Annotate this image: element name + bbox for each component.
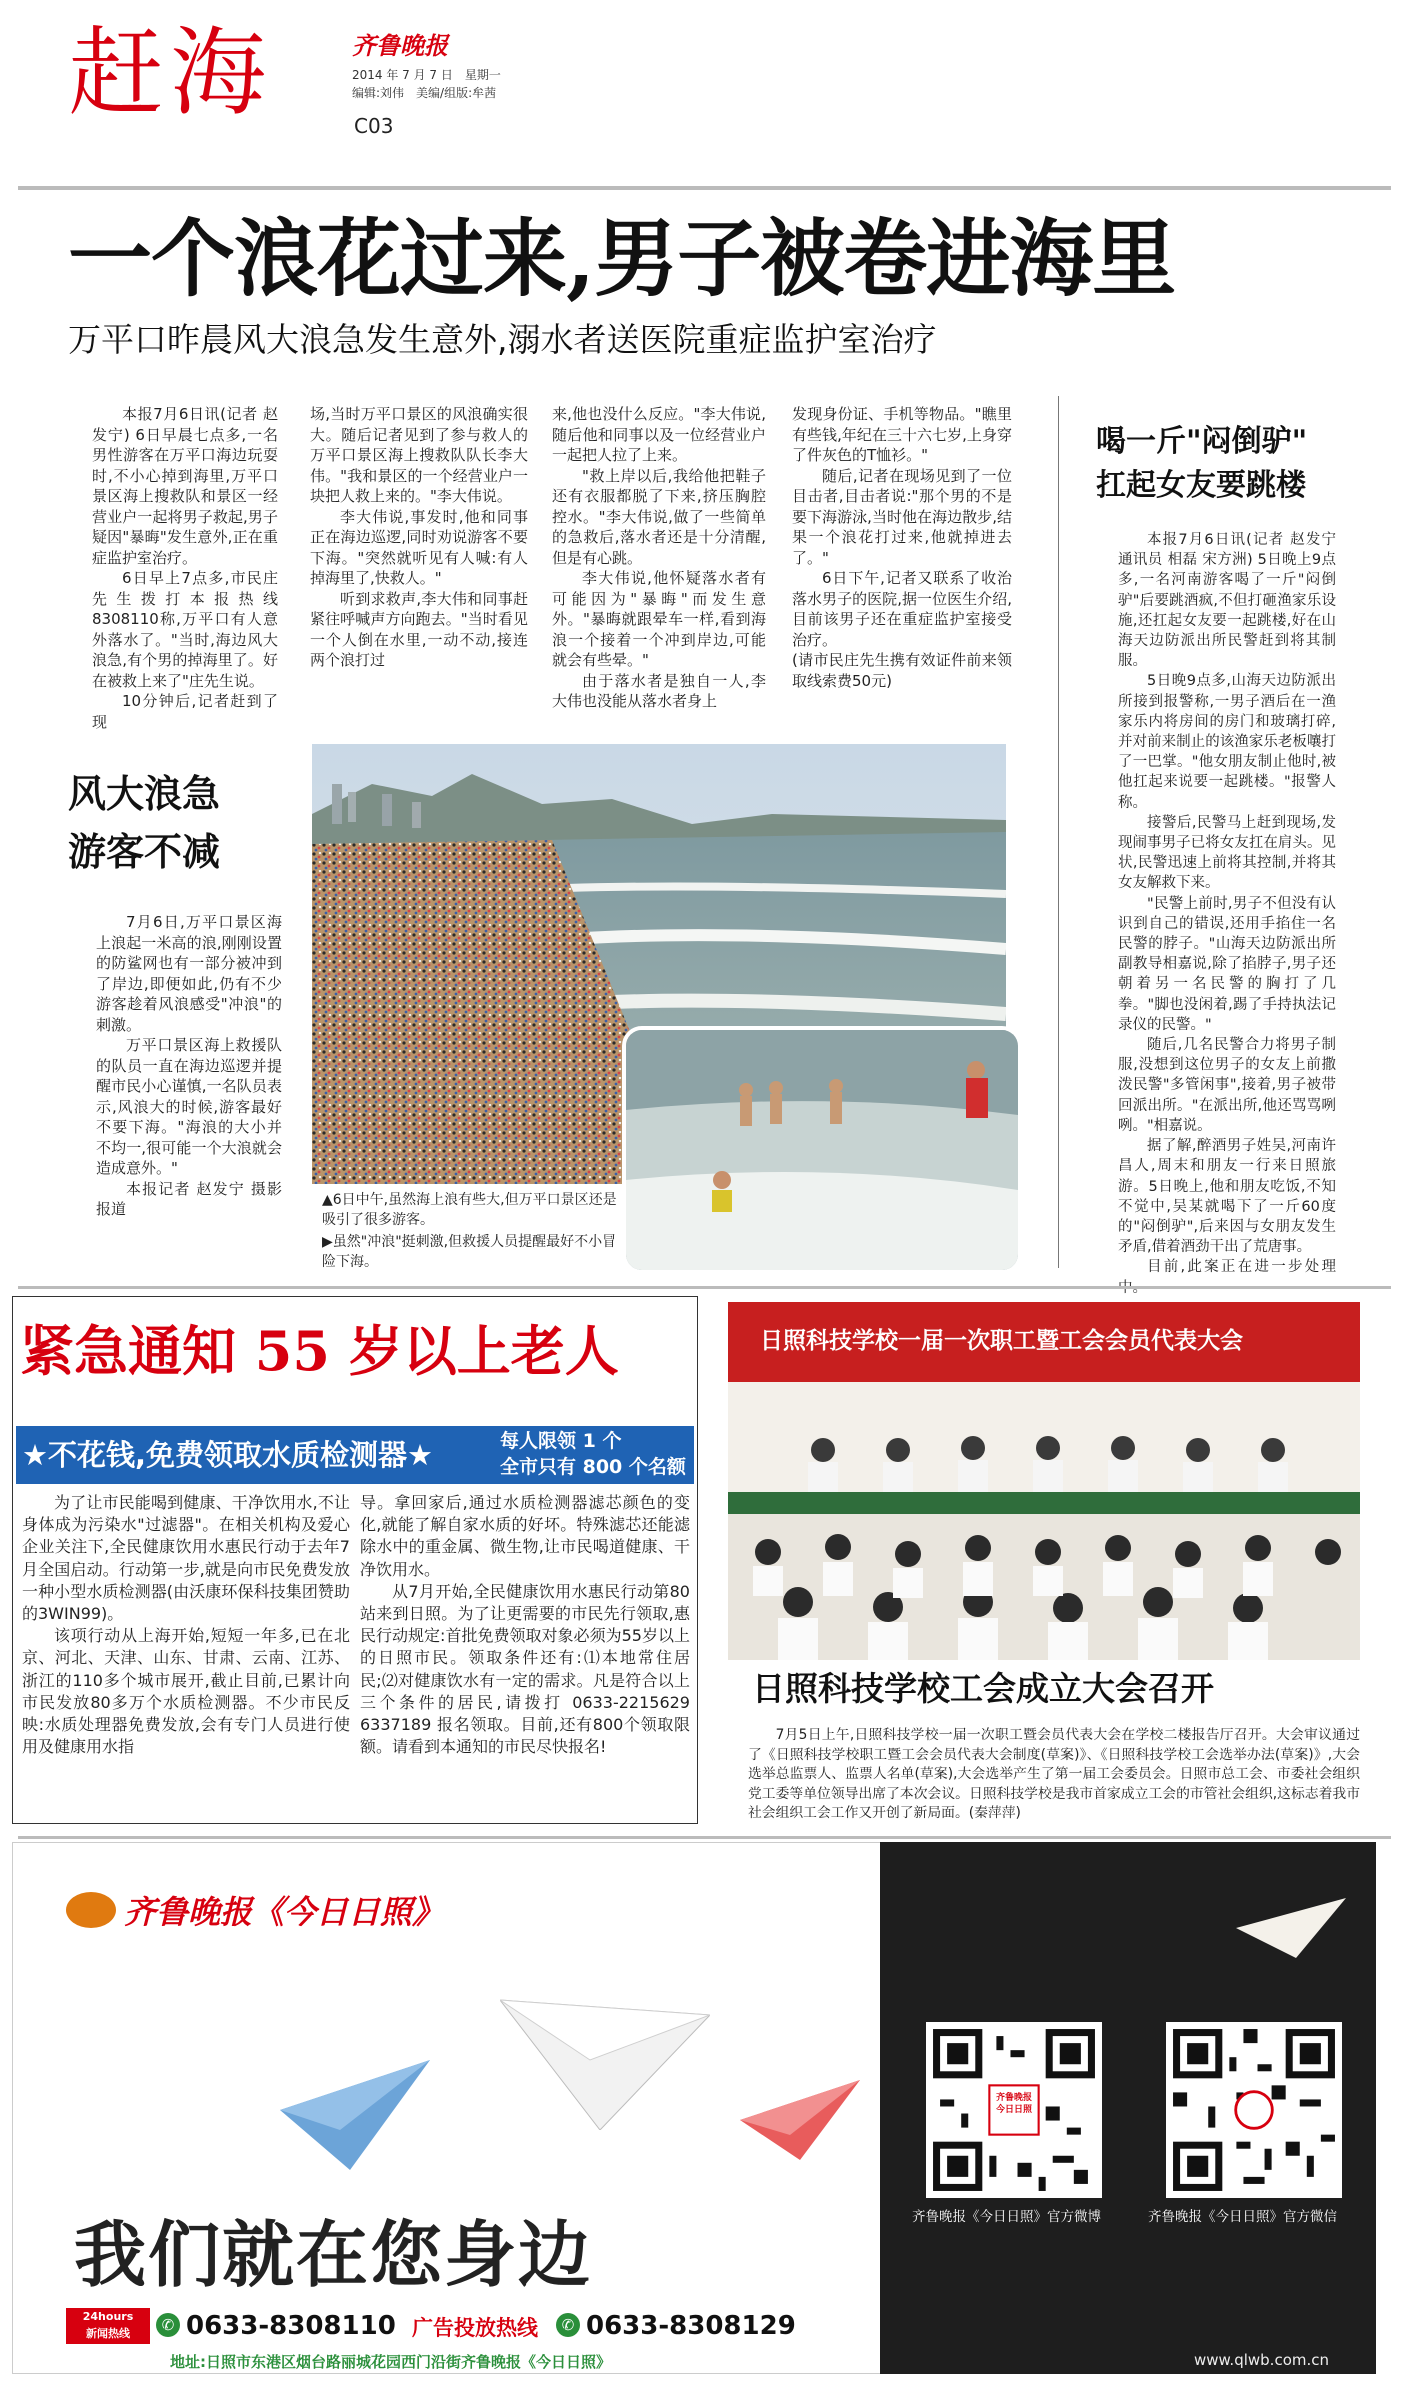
sidebar-divider	[1058, 396, 1059, 1268]
paper-plane-icon	[500, 1980, 710, 2130]
promo-logo-text: 齐鲁晚报《今日日照》	[124, 1893, 445, 1931]
water-ad-col1	[22, 1492, 350, 1758]
water-ad-title: 紧急通知 55 岁以上老人	[20, 1319, 619, 1383]
lead-col3-p1: 来,他也没什么反应。"李大伟说,随后他和同事以及一位经营业户一起把人拉了上来。	[552, 405, 766, 464]
lead-col2-p3: 听到求救声,李大伟和同事赶紧往呼喊声方向跑去。"当时看见一个人倒在水里,一动不动,接连两个浪打过	[310, 589, 528, 669]
qr-code-wechat[interactable]	[1166, 2022, 1342, 2198]
lead-col1-p3: 10分钟后,记者赶到了现	[92, 692, 278, 731]
section-rule-3	[18, 1836, 1391, 1839]
sidebar-p7: 目前,此案正在进一步处理	[1147, 1259, 1336, 1276]
date-line: 2014 年 7 月 7 日 星期一	[352, 68, 501, 82]
lead-col3-p2: "救上岸以后,我给他把鞋子还有衣服都脱了下来,挤压胸腔控水。"李大伟说,做了一些简单的急救后,落水者还是十分清醒,但是有心跳。	[552, 466, 766, 567]
lead-headline: 一个浪花过来,男子被卷进海里	[68, 209, 1176, 308]
sidebar-p6: 据了解,醉酒男子姓吴,河南许昌人,周末和朋友一行来日照旅游。5日晚上,他和朋友吃饭,不知不觉中,吴某就喝下了一斤60度的"闷倒驴",后来因与女朋友发生矛盾,借着酒劲干出了荒唐事。	[1118, 1138, 1336, 1256]
sub-body	[96, 912, 282, 1220]
sub-title-1: 风大浪急	[68, 771, 221, 816]
hotline-badge-bottom: 新闻热线	[86, 2327, 130, 2340]
page-number: C03	[354, 114, 394, 138]
sub-p2: 万平口景区海上救援队的队员一直在海边巡逻并提醒市民小心谨慎,一名队员表示,风浪大的时候,游客最好不要下海。"海浪的大小并不均一,很可能一个大浪就会造成意外。"	[96, 1036, 282, 1177]
sidebar-p3: 接警后,民警马上赶到现场,发现闹事男子已将女友扛在肩头。见状,民警迅速上前将其控制,并将其女友解救下来。	[1118, 814, 1336, 892]
news-hotline[interactable]: 0633-8308110	[186, 2311, 396, 2341]
sidebar-p4: "民警上前时,男子不但没有认识到自己的错误,还用手掐住一名民警的脖子。"山海天边防派出所副教导相嘉说,除了掐脖子,男子还朝着另一名民警的胸打了几拳。"脚也没闲着,踢了手持执法记录仪的民警。"	[1118, 895, 1336, 1033]
paper-logo: 齐鲁晚报	[352, 31, 448, 60]
main-caption: ▲6日中午,虽然海上浪有些大,但万平口景区还是吸引了很多游客。	[322, 1192, 617, 1228]
qr-code-weibo[interactable]	[926, 2022, 1102, 2198]
water-ad-col2-p2: 从7月开始,全民健康饮用水惠民行动第80站来到日照。为了让更需要的市民先行领取,惠民行动规定:首批免费领取对象必须为55岁以上的日照市民。领取条件还有:⑴本地常住居民;⑵对健康饮水有一定的需求。凡是符合以上三个条件的居民,请拨打 0633-2215629 6337189 报名领取。目前,还有800个领取限额。请看到本通知的市民尽快报名!	[360, 1581, 690, 1757]
promo-slogan: 我们就在您身边	[74, 2212, 593, 2297]
water-ad-col2	[360, 1492, 690, 1758]
section-rule-2	[18, 1286, 1391, 1289]
water-ad-col1-p1: 为了让市民能喝到健康、干净饮用水,不让身体成为污染水"过滤器"。在相关机构及爱心企业关注下,全民健康饮用水惠民行动于去年7月全国启动。行动第一步,就是向市民免费发放一种小型水质检测器(由沃康环保科技集团赞助的3WIN99)。	[22, 1493, 350, 1624]
promo-logo-icon	[66, 1892, 116, 1928]
sub-byline: 本报记者 赵发宁 摄影报道	[96, 1179, 282, 1218]
lead-col3-p4: 由于落水者是独自一人,李大伟也没能从落水者身上	[552, 671, 766, 710]
qr-label-wechat: 齐鲁晚报《今日日照》官方微信	[1148, 2209, 1337, 2225]
lead-col4-p3: 6日下午,记者又联系了收治落水男子的医院,据一位医生介绍,目前该男子还在重症监护室接受治疗。	[792, 569, 1012, 649]
lead-subheadline: 万平口昨晨风大浪急发生意外,溺水者送医院重症监护室治疗	[68, 320, 937, 359]
masthead-rule	[18, 186, 1391, 190]
ad-hotline-label: 广告投放热线	[412, 2316, 538, 2340]
water-ad-banner-text: ★不花钱,免费领取水质检测器★	[22, 1438, 434, 1472]
lead-column-2	[310, 404, 528, 671]
lead-col4-p1: 发现身份证、手机等物品。"瞧里有些钱,年纪在三十六七岁,上身穿了件灰色的T恤衫。"	[792, 405, 1012, 464]
lead-col4-p2: 随后,记者在现场见到了一位目击者,目击者说:"那个男的不是要下海游泳,当时他在海边散步,结果一个浪花打过来,他就掉进去了。"	[792, 466, 1012, 567]
sidebar-p1: 本报7月6日讯(记者 赵发宁 通讯员 相磊 宋方洲) 5日晚上9点多,一名河南游客喝了一斤"闷倒驴"后要跳酒疯,不但打砸渔家乐设施,还扛起女友要一起跳楼,好在山海天边防派出所民警赶到将其制服。	[1118, 532, 1336, 670]
school-headline: 日照科技学校工会成立大会召开	[752, 1669, 1214, 1708]
lead-column-3	[552, 404, 766, 712]
lead-col1-p2: 6日早上7点多,市民庄先生拨打本报热线8308110称,万平口有人意外落水了。"当时,海边风大浪急,有个男的掉海里了。好在被救上来了"庄先生说。	[92, 569, 278, 690]
school-body-text: 7月5日上午,日照科技学校一届一次职工暨会员代表大会在学校二楼报告厅召开。大会审议通过了《日照科技学校职工暨工会会员代表大会制度(草案)》、《日照科技学校工会选举办法(草案)》,大会选举总监票人、监票人名单(草案),大会选举产生了第一届工会委员会。日照市总工会、市委社会组织党工委等单位领导出席了本次会议。日照科技学校是我市首家成立工会的市管社会组织,这标志着我市社会组织工会工作又开创了新局面。(秦萍萍)	[748, 1727, 1360, 1821]
small-plane-icon	[1236, 1898, 1346, 1958]
lead-col3-p3: 李大伟说,他怀疑落水者有可能因为"暴晦"而发生意外。"暴晦就跟晕车一样,看到海浪一个接着一个冲到岸边,可能就会有些晕。"	[552, 569, 766, 669]
promo-website[interactable]: www.qlwb.com.cn	[1194, 2351, 1329, 2369]
water-ad-limit: 每人限领 1 个	[500, 1430, 622, 1452]
water-ad-quota: 全市只有 800 个名额	[500, 1456, 686, 1478]
qr-center-logo: 齐鲁晚报 今日日照	[995, 2093, 1032, 2115]
sidebar-body	[1118, 530, 1336, 1298]
inset-caption: ▶虽然"冲浪"挺刺激,但救援人员提醒最好不小冒险下海。	[322, 1234, 617, 1270]
rescue-inset-photo	[622, 1026, 1022, 1274]
lead-col2-p1: 场,当时万平口景区的风浪确实很大。随后记者见到了参与救人的万平口景区海上搜救队队长李大伟。"我和景区的一个经营业户一块把人救上来的。"李大伟说。	[310, 405, 528, 505]
water-ad-col2-p1: 导。拿回家后,通过水质检测器滤芯颜色的变化,就能了解自家水质的好坏。特殊滤芯还能滤除水中的重金属、微生物,让市民喝道健康、干净饮用水。	[360, 1493, 690, 1579]
lead-col2-p2: 李大伟说,事发时,他和同事正在海边巡逻,同时劝说游客不要下海。"突然就听见有人喊:有人掉海里了,快救人。"	[310, 507, 528, 587]
sidebar-p2: 5日晚9点多,山海天边防派出所接到报警称,一男子酒后在一渔家乐内将房间的房门和玻璃打碎,并对前来制止的该渔家乐老板嚷打了一巴掌。"他女朋友制止他时,被他扛起来说要一起跳楼。"报警人称。	[1118, 673, 1336, 811]
lead-col4-p4: (请市民庄先生携有效证件前来领取线索费50元)	[792, 651, 1012, 690]
sub-title-2: 游客不减	[68, 829, 221, 874]
water-ad-col1-p2: 该项行动从上海开始,短短一年多,已在北京、河北、天津、山东、甘肃、云南、江苏、浙江的110多个城市展开,截止目前,已累计向市民发放80多万个水质检测器。不少市民反映:水质处理器免费发放,会有专门人员进行使用及健康用水指	[22, 1626, 350, 1757]
sidebar-title-1: 喝一斤"闷倒驴"	[1096, 424, 1308, 459]
qr-label-weibo: 齐鲁晚报《今日日照》官方微博	[912, 2209, 1101, 2225]
hotline-badge	[66, 2308, 150, 2344]
phone-icon-2: ✆	[556, 2313, 580, 2337]
ad-hotline[interactable]: 0633-8308129	[586, 2311, 796, 2341]
lead-column-4	[792, 404, 1012, 691]
promo-address: 地址:日照市东港区烟台路丽城花园西门沿街齐鲁晚报《今日日照》	[170, 2353, 612, 2371]
sidebar-title-2: 扛起女友要跳楼	[1096, 468, 1306, 503]
lead-col1-p1: 本报7月6日讯(记者 赵发宁) 6日早晨七点多,一名男性游客在万平口海边玩耍时,不小心掉到海里,万平口景区海上搜救队和景区一经营业户一起将男子救起,男子疑因"暴晦"发生意外,正在重症监护室治疗。	[92, 405, 278, 567]
blue-plane-icon	[280, 2060, 430, 2170]
school-body	[748, 1726, 1360, 1824]
lead-column-1	[92, 404, 278, 732]
editors-line: 编辑:刘伟 美编/组版:牟茜	[352, 86, 497, 100]
red-plane-icon	[740, 2080, 860, 2160]
school-banner-text: 日照科技学校一届一次职工暨工会会员代表大会	[760, 1327, 1243, 1354]
phone-icon: ✆	[156, 2313, 180, 2337]
sidebar-p5: 随后,几名民警合力将男子制服,没想到这位男子的女友上前撒泼民警"多管闲事",接着,男子被带回派出所。"在派出所,他还骂骂咧咧。"相嘉说。	[1118, 1037, 1336, 1134]
qr-pattern-icon	[1166, 2022, 1342, 2198]
hotline-badge-top: 24hours	[82, 2310, 134, 2323]
section-title: 赶海	[68, 17, 272, 129]
sub-p1: 7月6日,万平口景区海上浪起一米高的浪,刚刚设置的防鲨网也有一部分被冲到了岸边,即便如此,仍有不少游客趁着风浪感受"冲浪"的刺激。	[96, 913, 282, 1034]
